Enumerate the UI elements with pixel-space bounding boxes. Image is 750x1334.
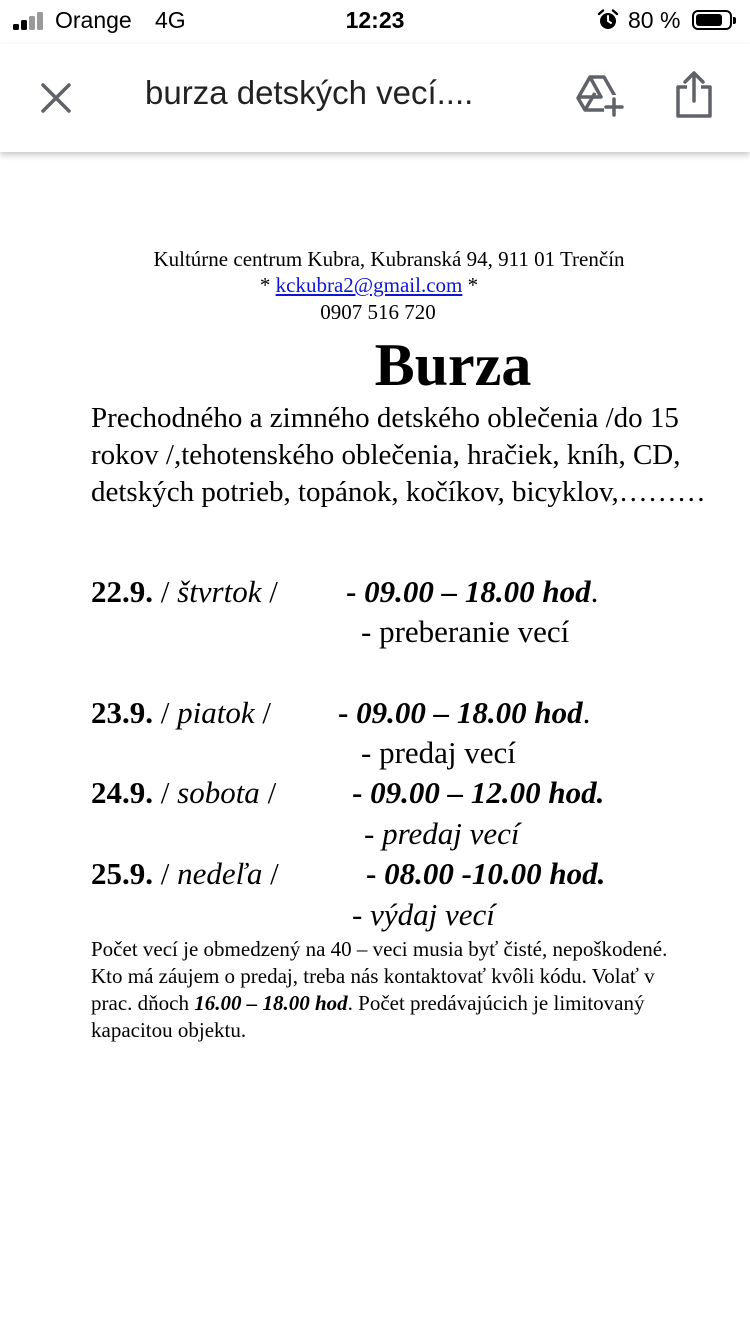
phone-number: 0907 516 720: [320, 300, 436, 324]
battery-icon: [692, 10, 732, 30]
viewer-toolbar: [0, 44, 750, 152]
schedule-activity: - výdaj vecí: [352, 897, 495, 932]
clock: 12:23: [345, 7, 405, 33]
schedule-date-day: 24.9. / sobota /: [91, 775, 277, 810]
schedule-hours: - 09.00 – 18.00 hod.: [338, 695, 591, 730]
email-line: * kckubra2@gmail.com *: [259, 273, 479, 297]
carrier-name: Orange: [55, 7, 132, 33]
schedule-activity: - preberanie vecí: [361, 614, 570, 649]
intro-text: Prechodného a zimného detského oblečenia /do 15 rokov /,tehotenského oblečenia, hračiek, kníh, CD, detských potrieb, topánok, kočíkov, bicyklov,………: [91, 402, 706, 508]
status-bar: [0, 0, 750, 44]
document-page: [0, 152, 750, 1334]
page-heading: Burza: [374, 332, 532, 398]
schedule-hours: - 08.00 -10.00 hod.: [366, 856, 606, 891]
schedule-date-day: 22.9. / štvrtok /: [91, 574, 278, 609]
note-text: Počet vecí je obmedzený na 40 – veci musia byť čisté, nepoškodené. Kto má záujem o predaj, treba nás kontaktovať kvôli kódu. Volať v prac. dňoch 16.00 – 18.00 hod. Počet predávajúcich je limitovaný kapacitou objektu.: [91, 937, 668, 1042]
schedule-date-day: 23.9. / piatok /: [91, 695, 271, 730]
document-title: burza detských vecí....: [145, 74, 474, 111]
address-line: Kultúrne centrum Kubra, Kubranská 94, 911 01 Trenčín: [153, 247, 625, 271]
add-to-drive-icon[interactable]: [574, 73, 624, 119]
schedule-hours: - 09.00 – 18.00 hod.: [346, 574, 599, 609]
email-link[interactable]: kckubra2@gmail.com: [275, 273, 463, 297]
schedule-hours: - 09.00 – 12.00 hod.: [352, 775, 605, 810]
schedule-date-day: 25.9. / nedeľa /: [91, 856, 279, 891]
battery-percent: 80 %: [628, 7, 681, 33]
alarm-icon: [597, 9, 619, 31]
schedule-activity: - predaj vecí: [364, 816, 520, 851]
network-type: 4G: [155, 7, 186, 33]
share-icon[interactable]: [672, 70, 716, 120]
schedule-activity: - predaj vecí: [361, 735, 516, 770]
close-icon[interactable]: [36, 78, 76, 118]
